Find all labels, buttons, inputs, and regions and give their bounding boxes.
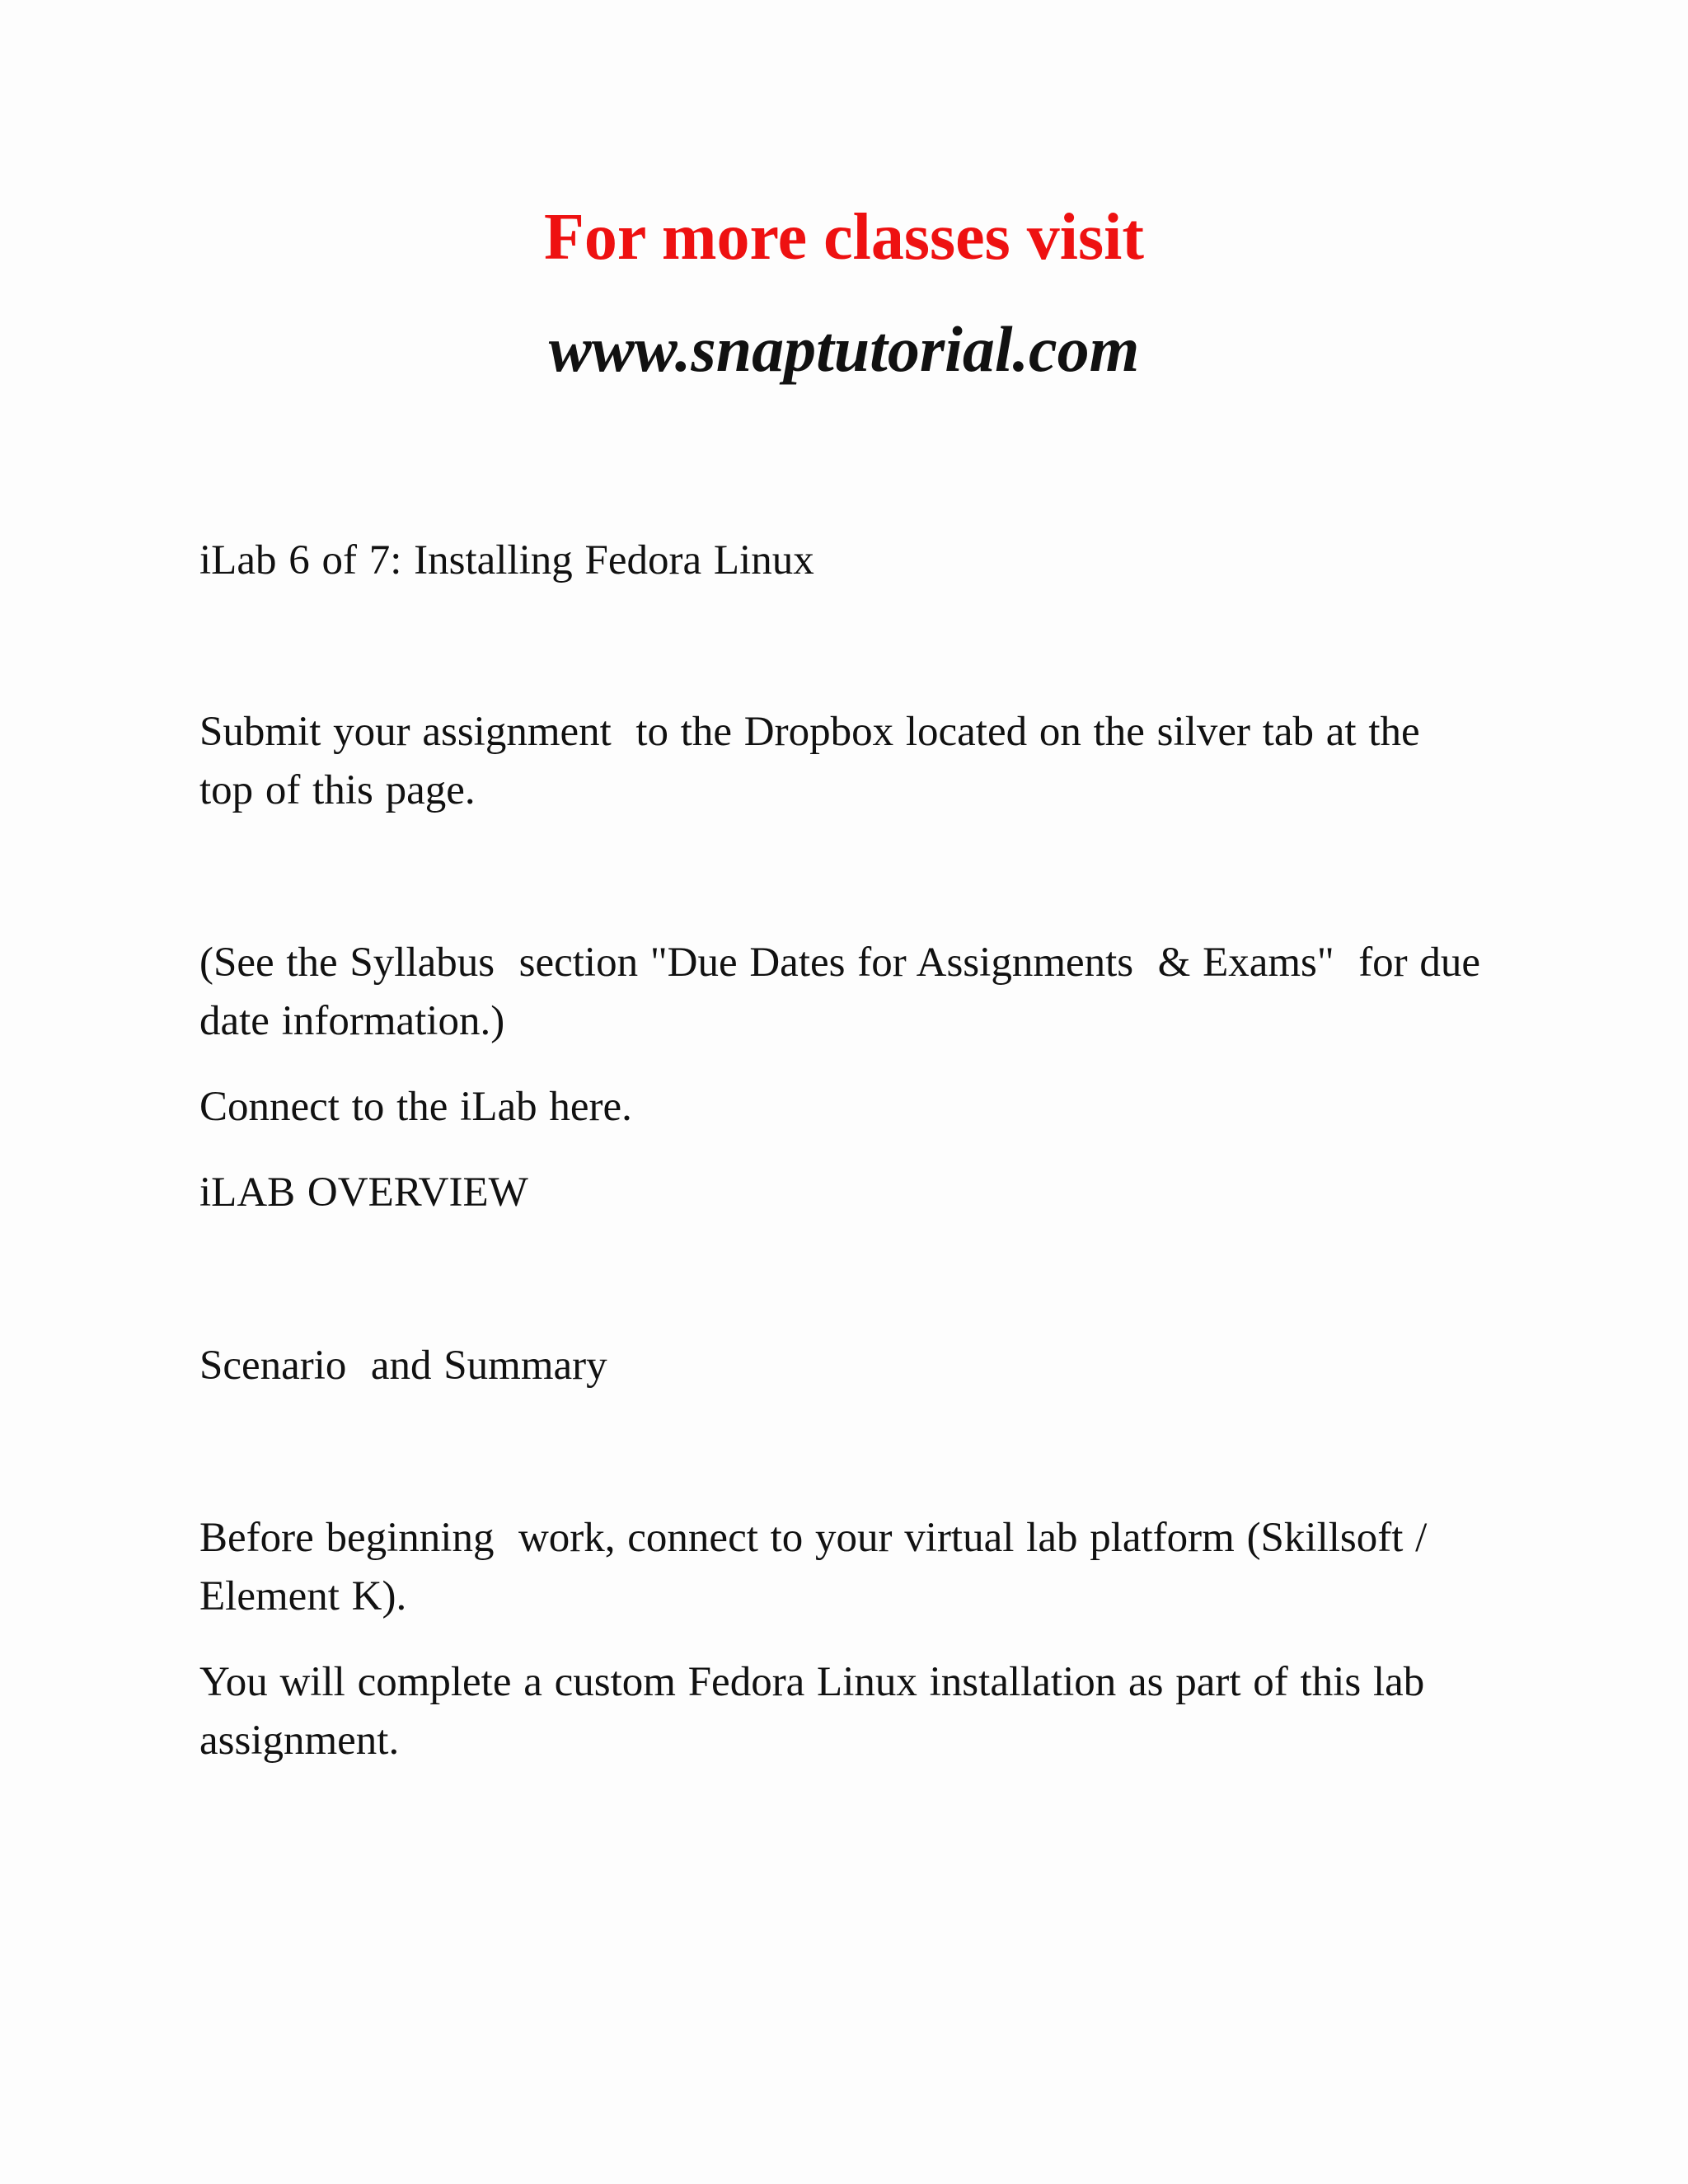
promo-heading: For more classes visit <box>543 201 1144 274</box>
before-line-1: Before beginning work, connect to your virtual lab platform (Skillsoft / <box>199 1515 1428 1561</box>
connect-line: Connect to the iLab here. <box>199 1084 632 1130</box>
scenario-heading: Scenario and Summary <box>199 1343 607 1389</box>
complete-line-1: You will complete a custom Fedora Linux installation as part of this lab <box>199 1659 1425 1705</box>
syllabus-line-2: date information.) <box>199 998 505 1044</box>
syllabus-line-1: (See the Syllabus section "Due Dates for Assignments & Exams" for due <box>199 940 1481 986</box>
promo-url-link[interactable]: www.snaptutorial.com <box>548 313 1140 385</box>
complete-line-2: assignment. <box>199 1718 400 1764</box>
before-line-2: Element K). <box>199 1573 407 1619</box>
submit-line-1: Submit your assignment to the Dropbox located on the silver tab at the <box>199 709 1420 755</box>
submit-line-2: top of this page. <box>199 767 476 813</box>
overview-heading: iLAB OVERVIEW <box>199 1169 528 1216</box>
lab-title: iLab 6 of 7: Installing Fedora Linux <box>199 537 814 583</box>
